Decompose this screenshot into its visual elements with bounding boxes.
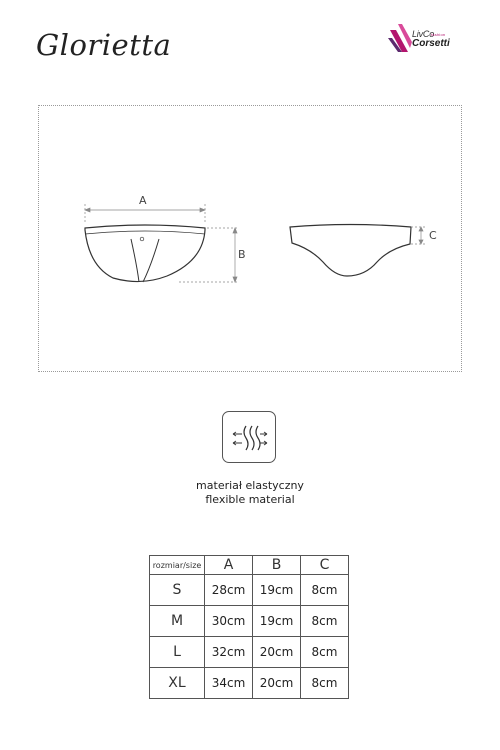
- size-label: M: [150, 606, 205, 637]
- table-row: [150, 575, 349, 606]
- dimension-a-label: A: [139, 194, 147, 207]
- dimension-c-label: C: [429, 229, 437, 242]
- dimension-b-label: B: [238, 248, 246, 261]
- size-table-header: [150, 556, 349, 575]
- table-cell: 34cm: [205, 668, 253, 699]
- table-cell: 8cm: [301, 606, 349, 637]
- table-cell: 8cm: [301, 637, 349, 668]
- brand-name-line3: Corsetti: [412, 38, 450, 49]
- brand-name-line1: LivCo: [412, 29, 435, 39]
- material-polish: materiał elastyczny: [196, 479, 304, 492]
- table-cell: 8cm: [301, 668, 349, 699]
- table-row: [150, 668, 349, 699]
- column-header-a: A: [205, 556, 253, 575]
- size-label: XL: [150, 668, 205, 699]
- size-table-corner: rozmiar/size: [150, 556, 205, 575]
- size-label: S: [150, 575, 205, 606]
- table-cell: 20cm: [253, 668, 301, 699]
- dimension-c-line: [411, 227, 425, 244]
- table-cell: 19cm: [253, 606, 301, 637]
- table-cell: 20cm: [253, 637, 301, 668]
- measurement-diagram: [38, 105, 462, 372]
- size-label: L: [150, 637, 205, 668]
- stretch-arrows-icon: [222, 411, 276, 463]
- table-cell: 30cm: [205, 606, 253, 637]
- table-row: [150, 606, 349, 637]
- table-cell: 28cm: [205, 575, 253, 606]
- front-view-icon: [85, 225, 205, 282]
- column-header-c: C: [301, 556, 349, 575]
- brand-logo: [388, 22, 468, 62]
- material-english: flexible material: [205, 493, 295, 506]
- back-view-icon: [290, 225, 411, 277]
- table-cell: 19cm: [253, 575, 301, 606]
- column-header-b: B: [253, 556, 301, 575]
- table-cell: 32cm: [205, 637, 253, 668]
- brand-mark-icon: [388, 22, 412, 58]
- size-table: [149, 555, 349, 699]
- table-cell: 8cm: [301, 575, 349, 606]
- product-title: Glorietta: [36, 28, 172, 62]
- brand-name-line2: fashion: [431, 32, 446, 37]
- table-row: [150, 637, 349, 668]
- dimension-a-line: [85, 204, 205, 224]
